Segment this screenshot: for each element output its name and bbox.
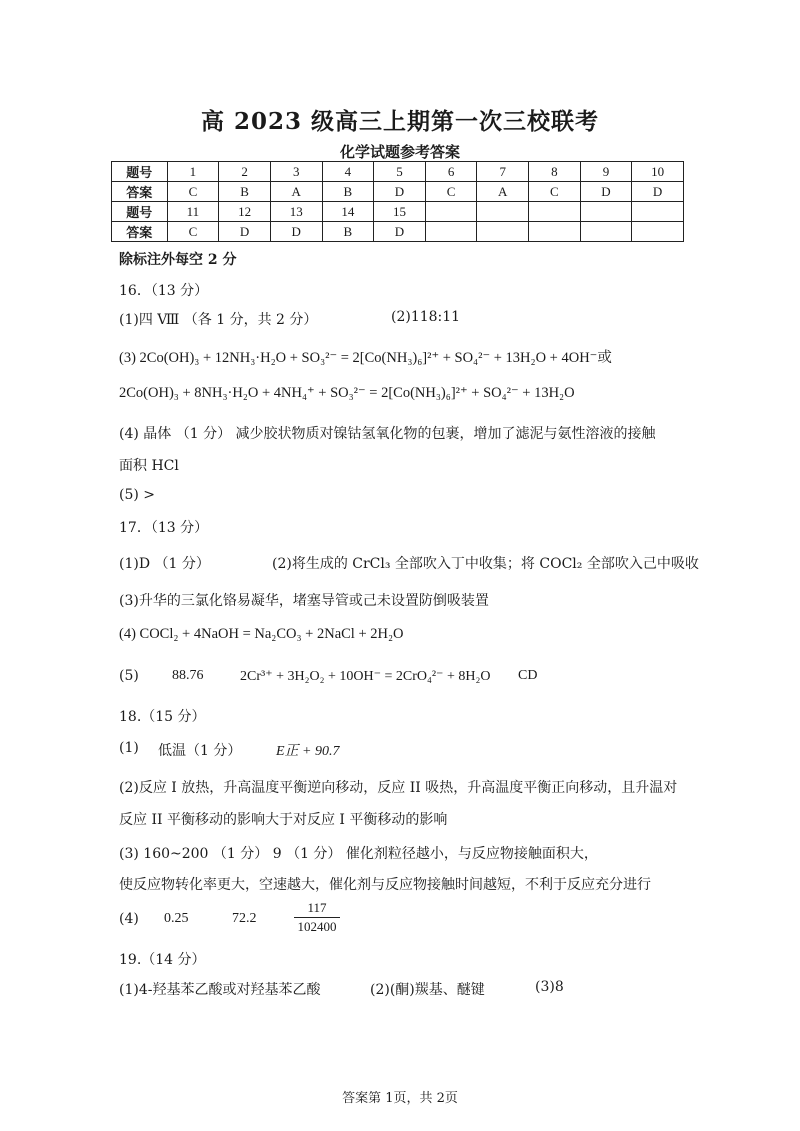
answer-cell xyxy=(529,222,581,242)
question-number-cell: 2 xyxy=(219,162,271,182)
question-number-cell: 11 xyxy=(167,202,219,222)
question-number-cell: 5 xyxy=(374,162,426,182)
row-label: 答案 xyxy=(112,182,168,202)
q17-part5-value: 88.76 xyxy=(172,668,204,683)
answer-cell: D xyxy=(580,182,632,202)
answer-cell: A xyxy=(270,182,322,202)
answer-cell: C xyxy=(425,182,477,202)
q18-part2-line2: 反应 II 平衡移动的影响大于对反应 I 平衡移动的影响 xyxy=(119,812,448,828)
answer-row xyxy=(112,182,684,202)
question-number-cell xyxy=(529,202,581,222)
question-number-cell: 9 xyxy=(580,162,632,182)
q18-part3-line2: 使反应物转化率更大，空速越大，催化剂与反应物接触时间越短，不利于反应充分进行 xyxy=(119,877,651,893)
q18-part4-value1: 0.25 xyxy=(164,911,189,926)
q18-header: 18.（15 分） xyxy=(119,709,206,725)
q18-part1-label: (1) xyxy=(119,740,139,756)
q19-part1: (1)4-羟基苯乙酸或对羟基苯乙酸 xyxy=(119,982,321,998)
q17-part3: (3)升华的三氯化铬易凝华，堵塞导管或己未设置防倒吸装置 xyxy=(119,593,489,609)
q16-part5: (5) > xyxy=(119,487,156,503)
question-number-cell xyxy=(632,202,684,222)
q18-part2-line1: (2)反应 I 放热，升高温度平衡逆向移动，反应 II 吸热，升高温度平衡正向移动，且升温对 xyxy=(119,780,678,796)
q18-part4-label: (4) xyxy=(119,911,139,927)
question-number-row xyxy=(112,202,684,222)
question-number-cell: 7 xyxy=(477,162,529,182)
q19-part2: (2)(酮)羰基、醚键 xyxy=(370,982,485,998)
question-number-cell: 12 xyxy=(219,202,271,222)
q16-part4-line1: (4) 晶体 （1 分） 减少胶状物质对镍钴氢氧化物的包裹，增加了滤泥与氨性溶液的接触 xyxy=(119,426,656,442)
answer-cell: C xyxy=(167,222,219,242)
fraction-numerator: 117 xyxy=(307,900,327,915)
row-label: 题号 xyxy=(112,162,168,182)
answer-cell: C xyxy=(167,182,219,202)
fraction-denominator: 102400 xyxy=(297,919,337,934)
q16-part2: (2)118:11 xyxy=(391,309,461,325)
answer-cell: D xyxy=(632,182,684,202)
row-label: 题号 xyxy=(112,202,168,222)
answer-cell: C xyxy=(529,182,581,202)
q16-part3-equation-1: (3) 2Co(OH)₃ + 12NH₃·H₂O + SO₃²⁻ = 2[Co(NH₃)₆]²⁺ + SO₄²⁻ + 13H₂O + 4OH⁻或 xyxy=(119,350,612,366)
answer-cell: D xyxy=(270,222,322,242)
q17-part5-choice: CD xyxy=(518,668,538,683)
question-number-cell: 8 xyxy=(529,162,581,182)
page-title: 高 2023 级高三上期第一次三校联考 xyxy=(200,108,600,135)
answer-row xyxy=(112,222,684,242)
answer-cell: B xyxy=(322,182,374,202)
answer-cell: B xyxy=(322,222,374,242)
q16-part1: (1)四 Ⅷ （各 1 分，共 2 分） xyxy=(119,312,318,328)
answer-cell: A xyxy=(477,182,529,202)
q19-header: 19.（14 分） xyxy=(119,952,206,968)
fraction-bar xyxy=(294,917,340,918)
q16-part4-line2: 面积 HCl xyxy=(119,458,179,474)
scoring-note: 除标注外每空 2 分 xyxy=(119,252,237,268)
q18-part3-line1: (3) 160~200 （1 分） 9 （1 分） 催化剂粒径越小，与反应物接触面积大， xyxy=(119,846,598,862)
answer-cell: B xyxy=(219,182,271,202)
q18-part4-fraction xyxy=(294,900,340,935)
q18-part4-value2: 72.2 xyxy=(232,911,257,926)
q17-header: 17．（13 分） xyxy=(119,520,209,536)
answer-cell: D xyxy=(374,182,426,202)
question-number-cell: 15 xyxy=(374,202,426,222)
answer-cell xyxy=(477,222,529,242)
question-number-cell: 14 xyxy=(322,202,374,222)
answer-cell xyxy=(632,222,684,242)
answer-cell xyxy=(425,222,477,242)
q17-part2: (2)将生成的 CrCl₃ 全部吹入丁中收集；将 COCl₂ 全部吹入己中吸收 xyxy=(272,556,699,572)
q17-part5-label: (5) xyxy=(119,668,139,684)
question-number-row xyxy=(112,162,684,182)
question-number-cell xyxy=(477,202,529,222)
question-number-cell: 13 xyxy=(270,202,322,222)
q19-part3: (3)8 xyxy=(535,979,564,995)
question-number-cell: 10 xyxy=(632,162,684,182)
page-subtitle: 化学试题参考答案 xyxy=(339,143,460,161)
question-number-cell: 4 xyxy=(322,162,374,182)
q17-part4-equation: (4) COCl₂ + 4NaOH = Na₂CO₃ + 2NaCl + 2H₂O xyxy=(119,626,404,642)
q16-part3-equation-2: 2Co(OH)₃ + 8NH₃·H₂O + 4NH₄⁺ + SO₃²⁻ = 2[Co(NH₃)₆]²⁺ + SO₄²⁻ + 13H₂O xyxy=(119,385,575,401)
page-footer: 答案第 1页，共 2页 xyxy=(342,1091,458,1106)
q17-part1: (1)D （1 分） xyxy=(119,556,210,572)
question-number-cell xyxy=(580,202,632,222)
q16-header: 16．（13 分） xyxy=(119,283,209,299)
answer-table xyxy=(111,161,684,242)
answer-cell xyxy=(580,222,632,242)
question-number-cell xyxy=(425,202,477,222)
q18-part1-text: 低温（1 分） xyxy=(158,743,242,759)
q17-part5-equation: 2Cr³⁺ + 3H₂O₂ + 10OH⁻ = 2CrO₄²⁻ + 8H₂O xyxy=(240,669,491,684)
row-label: 答案 xyxy=(112,222,168,242)
answer-cell: D xyxy=(219,222,271,242)
question-number-cell: 6 xyxy=(425,162,477,182)
question-number-cell: 1 xyxy=(167,162,219,182)
q18-part1-expression: E正 + 90.7 xyxy=(276,744,340,759)
question-number-cell: 3 xyxy=(270,162,322,182)
answer-cell: D xyxy=(374,222,426,242)
